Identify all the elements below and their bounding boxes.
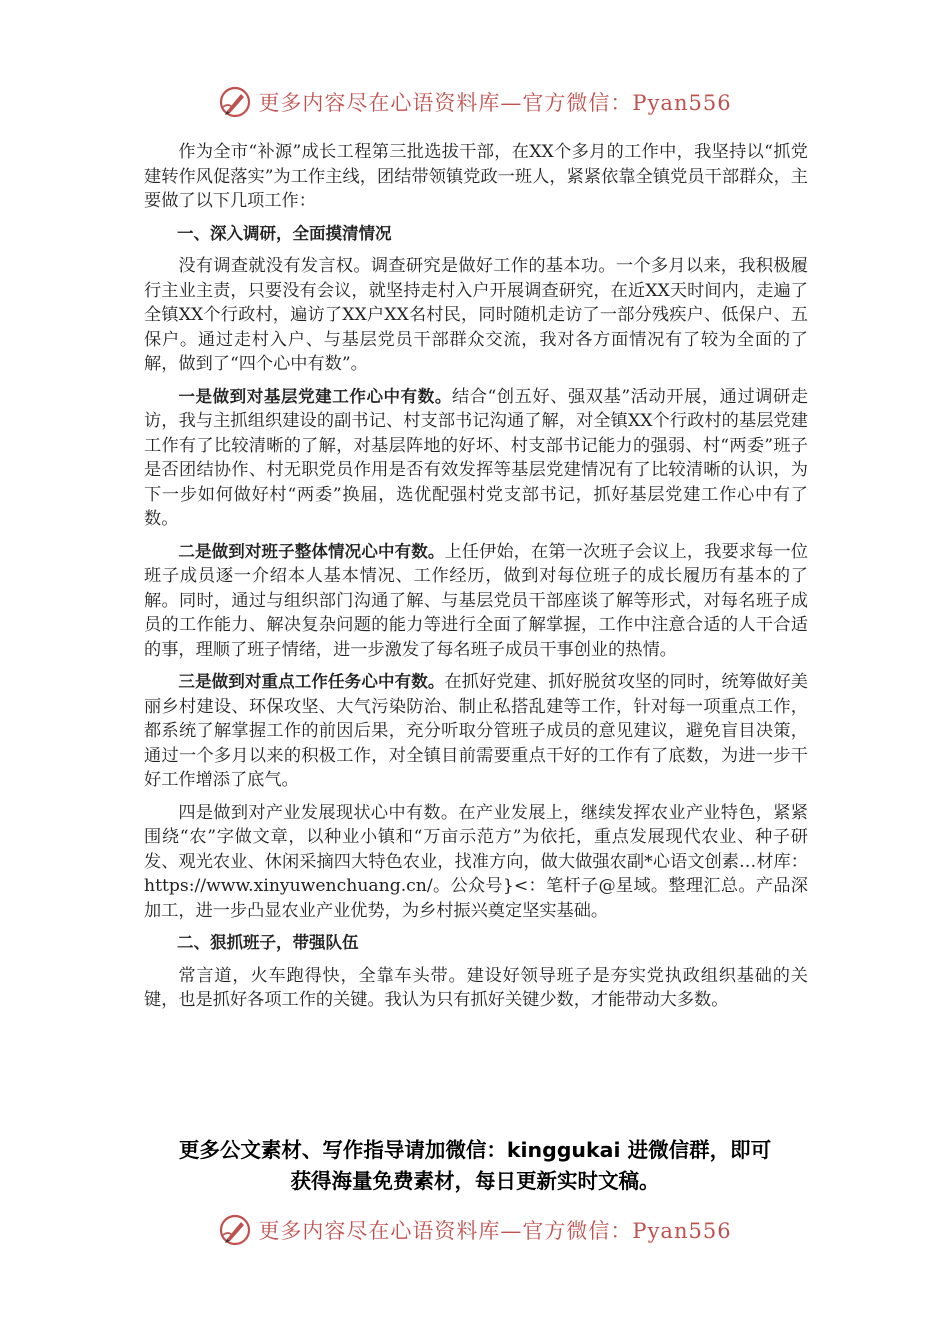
intro-paragraph: 作为全市“补源”成长工程第三批选拔干部，在XX个多月的工作中，我坚持以“抓党建转作风促落实”为工作主线，团结带领镇党政一班人，紧紧依靠全镇党员干部群众，主要做了以下几项工作： (144, 142, 808, 211)
header-banner (0, 82, 950, 122)
point-3-paragraph (144, 670, 808, 793)
section1-paragraph: 没有调查就没有发言权。调查研究是做好工作的基本功。一个多月以来，我积极履行主业主责，只要没有会议，就坚持走村入户开展调查研究，在近XX天时间内，走遍了全镇XX个行政村，遍访了XX户XX名村民，同时随机走访了一部分残疾户、低保户、五保户。通过走村入户、与基层党员干部群众交流，我对各方面情况有了较为全面的了解，做到了“四个心中有数”。 (144, 256, 808, 374)
point-1-paragraph (144, 385, 808, 532)
notice-line-2: 获得海量免费素材，每日更新实时文稿。 (290, 1169, 660, 1193)
pen-logo-icon (218, 1213, 252, 1247)
section2-paragraph: 常言道，火车跑得快，全靠车头带。建设好领导班子是夯实党执政组织基础的关键，也是抓好各项工作的关键。我认为只有抓好关键少数，才能带动大多数。 (144, 965, 808, 1010)
point-1-lead: 一是做到对基层党建工作心中有数。 (178, 386, 452, 406)
banner-text: 更多内容尽在心语资料库—官方微信：Pyan556 (258, 91, 732, 115)
section-heading-2: 二、狠抓班子，带强队伍 (177, 933, 359, 952)
point-1-text: 结合“创五好、强双基”活动开展，通过调研走访，我与主抓组织建设的副书记、村支部书记沟通了解，对全镇XX个行政村的基层党建工作有了比较清晰的了解，对基层阵地的好坏、村支部书记能力的强弱、村“两委”班子是否团结协作、村无职党员作用是否有效发挥等基层党建情况有了比较清晰的认识，为下一步如何做好村“两委”换届，选优配强村党支部书记，抓好基层党建工作心中有了数。 (144, 386, 809, 529)
point-2-lead: 二是做到对班子整体情况心中有数。 (178, 541, 445, 561)
point-2-text: 上任伊始，在第一次班子会议上，我要求每一位班子成员逐一介绍本人基本情况、工作经历，做到对每位班子的成长履历有基本的了解。同时，通过与组织部门沟通了解、与基层党员干部座谈了解等形式，对每名班子成员的工作能力、解决复杂问题的能力等进行全面了解掌握，工作中注意合适的人干合适的事，理顺了班子情绪，进一步激发了每名班子成员干事创业的热情。 (144, 541, 808, 660)
footer-banner (0, 1210, 950, 1250)
point-3-lead: 三是做到对重点工作任务心中有数。 (178, 672, 445, 691)
point-2-paragraph (144, 540, 808, 663)
wechat-notice (130, 1135, 820, 1197)
point-3-text: 在抓好党建、抓好脱贫攻坚的同时，统筹做好美丽乡村建设、环保攻坚、大气污染防治、制止私搭乱建等工作，针对每一项重点工作，都系统了解掌握工作的前因后果，充分听取分管班子成员的意见建议，避免盲目决策，通过一个多月以来的积极工作，对全镇目前需要重点干好的工作有了底数，为进一步干好工作增添了底气。 (144, 672, 808, 790)
section-heading-1: 一、深入调研，全面摸清情况 (177, 223, 392, 243)
banner-text: 更多内容尽在心语资料库—官方微信：Pyan556 (258, 1219, 732, 1243)
document-body (144, 140, 808, 1013)
point-4-paragraph: 四是做到对产业发展现状心中有数。在产业发展上，继续发挥农业产业特色，紧紧围绕“农”字做文章，以种业小镇和“万亩示范方”为依托，重点发展现代农业、种子研发、观光农业、休闲采摘四大特色农业，找准方向，做大做强农副*心语文创素…材库：https://www.xinyuwenchuang.cn/。公众号}<：笔杆子@星域。整理汇总。产品深加工，进一步凸显农业产业优势，为乡村振兴奠定坚实基础。 (144, 802, 808, 921)
notice-line-1: 更多公文素材、写作指导请加微信：kinggukai 进微信群，即可 (178, 1138, 772, 1162)
pen-logo-icon (218, 85, 252, 119)
